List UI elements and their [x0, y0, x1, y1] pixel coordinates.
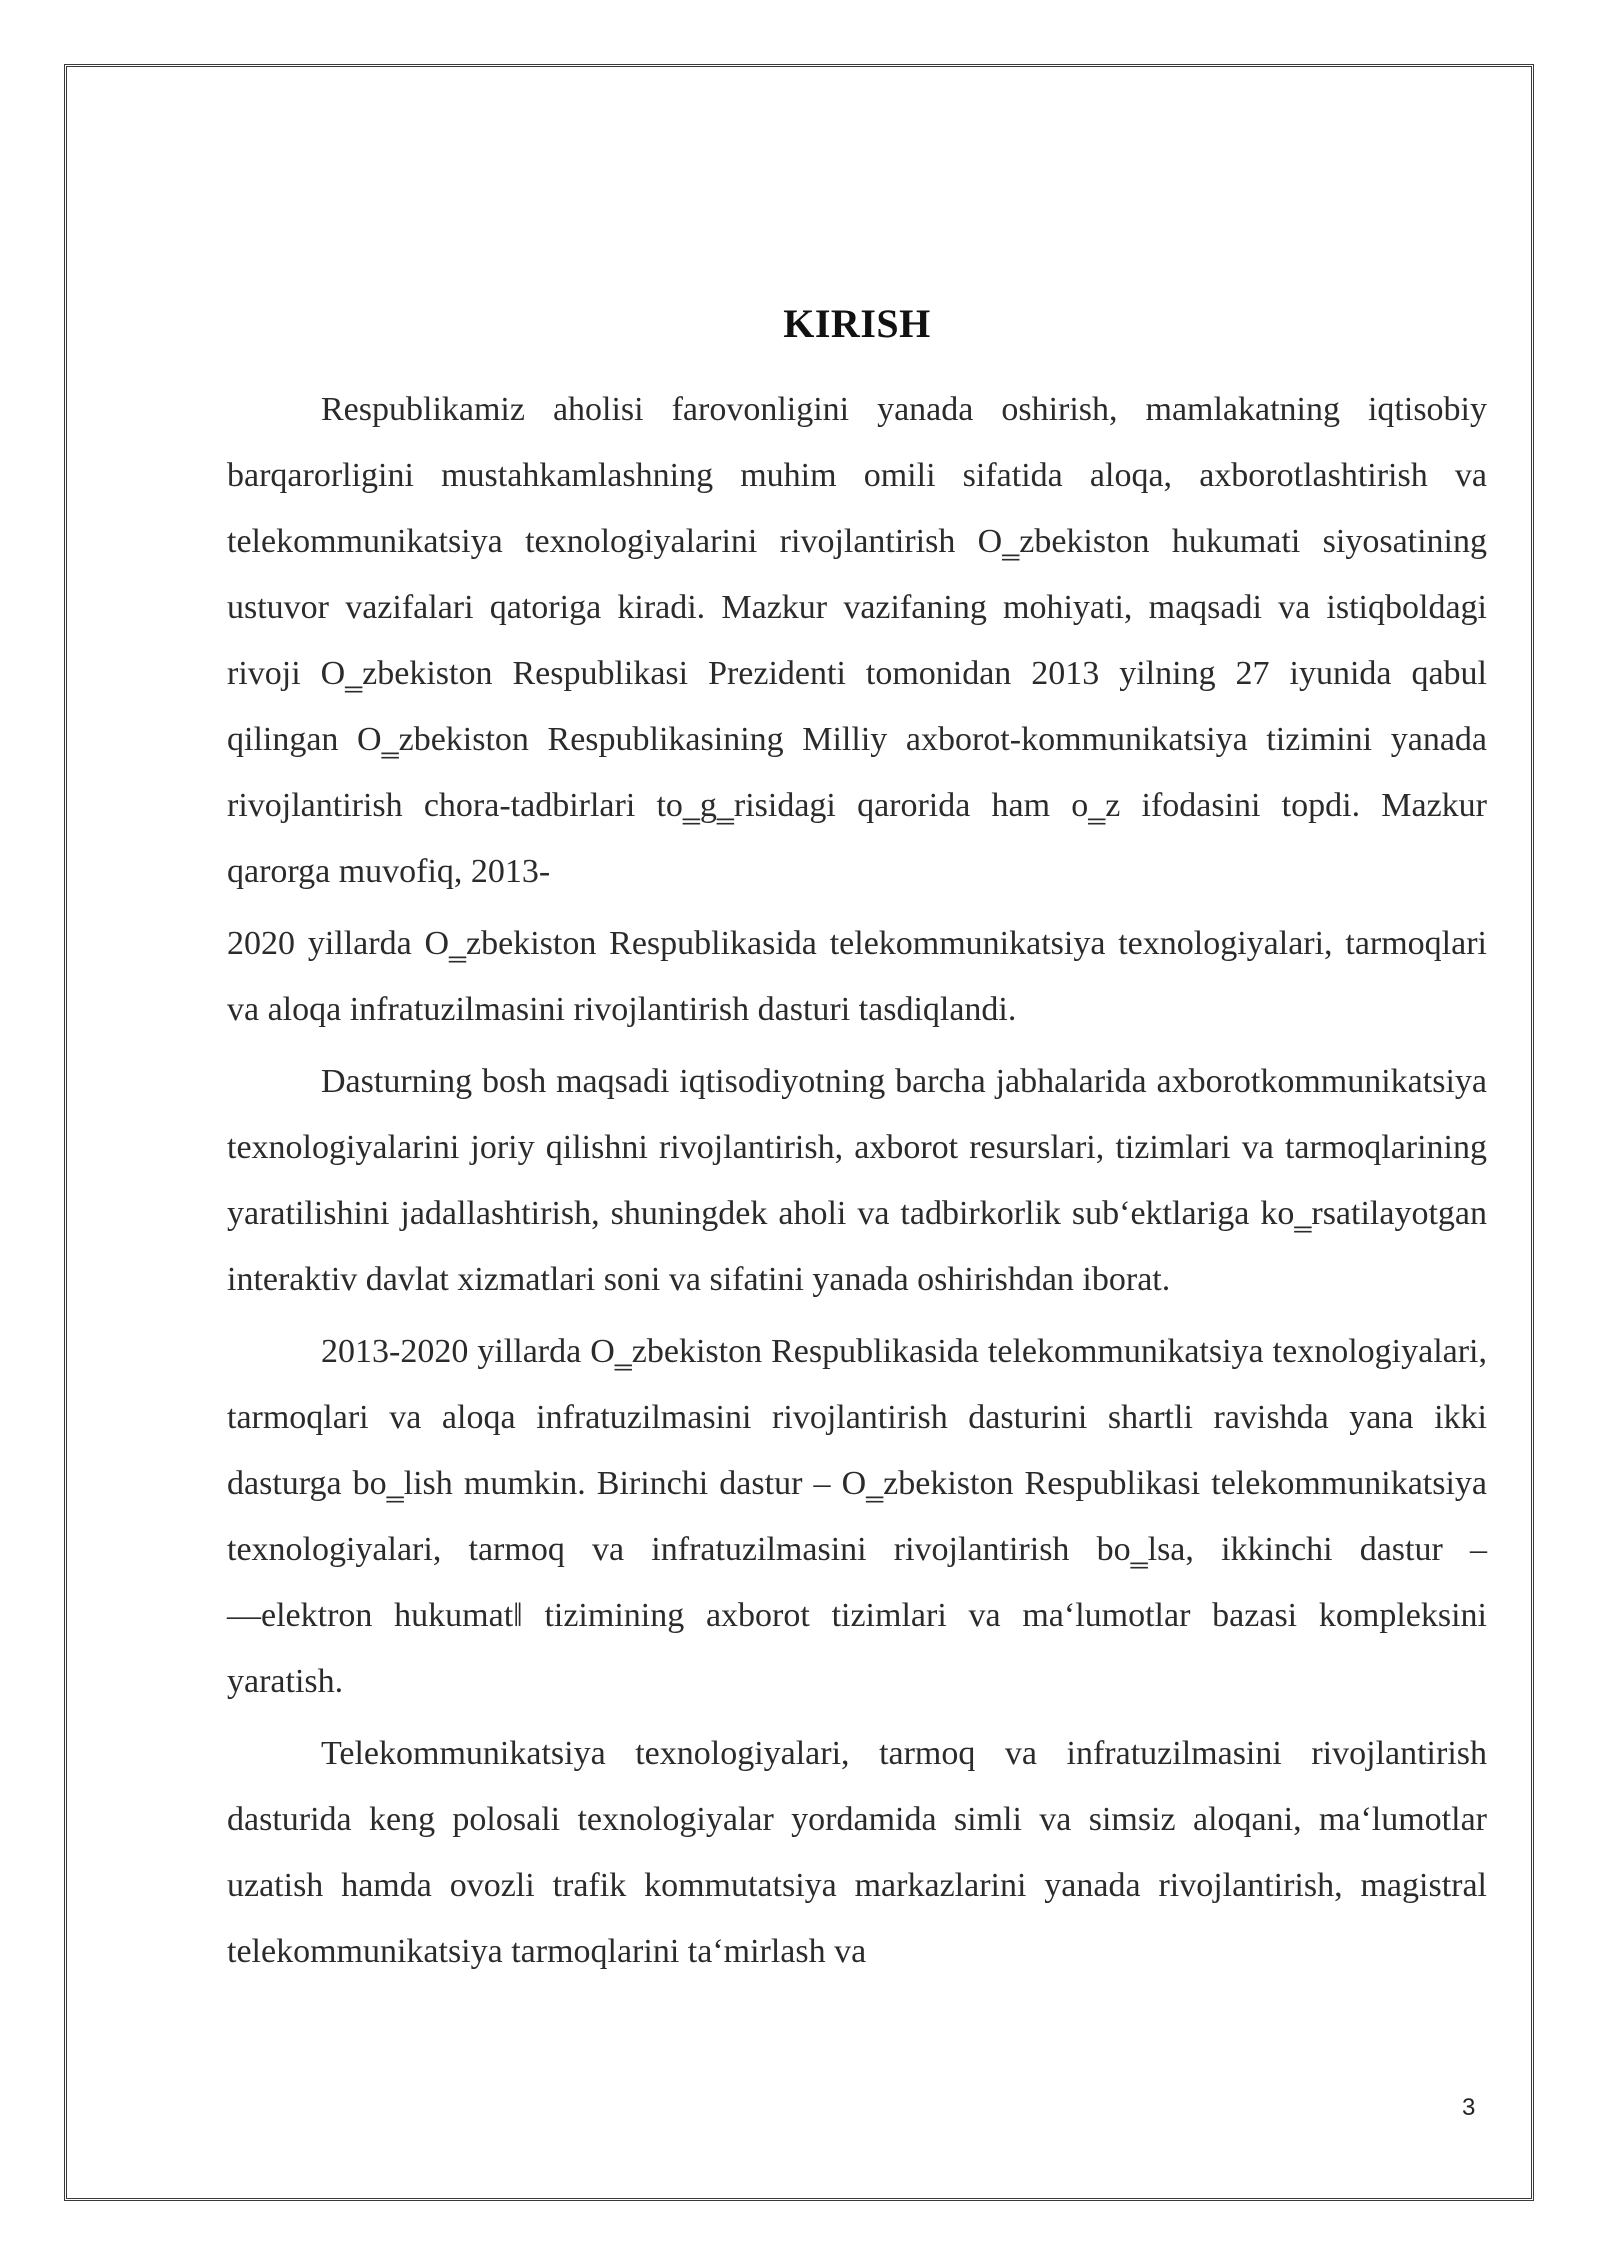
- document-title: KIRISH: [783, 301, 931, 346]
- page-number: 3: [1462, 2094, 1476, 2121]
- paragraph-program-goal: Dasturning bosh maqsadi iqtisodiyotning barcha jabhalarida axborotkommunikatsiya texnologiyalarini joriy qilishni rivojlantirish, axborot resurslari, tizimlari va tarmoqlarining yaratilishini jadallashtirish, shuningdek aholi va tadbirkorlik sub‘ektlariga ko‗rsatilayotgan interaktiv davlat xizmatlari soni va sifatini yanada oshirishdan iborat.: [227, 1063, 1487, 1298]
- paragraph-telecom-program: Telekommunikatsiya texnologiyalari, tarmoq va infratuzilmasini rivojlantirish dasturida keng polosali texnologiyalar yordamida simli va simsiz aloqani, ma‘lumotlar uzatish hamda ovozli trafik kommutatsiya markazlarini yanada rivojlantirish, magistral telekommunikatsiya tarmoqlarini ta‘mirlash va: [227, 1735, 1487, 1970]
- paragraph-intro: Respublikamiz aholisi farovonligini yanada oshirish, mamlakatning iqtisobiy barqarorligini mustahkamlashning muhim omili sifatida aloqa, axborotlashtirish va telekommunikatsiya texnologiyalarini rivojlantirish O‗zbekiston hukumati siyosatining ustuvor vazifalari qatoriga kiradi. Mazkur vazifaning mohiyati, maqsadi va istiqboldagi rivoji O‗zbekiston Respublikasi Prezidenti tomonidan 2013 yilning 27 iyunida qabul qilingan O‗zbekiston Respublikasining Milliy axborot-kommunikatsiya tizimini yanada rivojlantirish chora-tadbirlari to‗g‗risidagi qarorida ham o‗z ifodasini topdi. Mazkur qarorga muvofiq, 2013-: [227, 391, 1487, 890]
- document-body: [227, 300, 1487, 1991]
- paragraph-program-division: 2013-2020 yillarda O‗zbekiston Respublikasida telekommunikatsiya texnologiyalari, tarmoqlari va aloqa infratuzilmasini rivojlantirish dasturini shartli ravishda yana ikki dasturga bo‗lish mumkin. Birinchi dastur – O‗zbekiston Respublikasi telekommunikatsiya texnologiyalari, tarmoq va infratuzilmasini rivojlantirish bo‗lsa, ikkinchi dastur – ―elektron hukumat‖ tizimining axborot tizimlari va ma‘lumotlar bazasi kompleksini yaratish.: [227, 1333, 1487, 1700]
- paragraph-program-approved: 2020 yillarda O‗zbekiston Respublikasida telekommunikatsiya texnologiyalari, tarmoqlari va aloqa infratuzilmasini rivojlantirish dasturi tasdiqlandi.: [227, 925, 1487, 1028]
